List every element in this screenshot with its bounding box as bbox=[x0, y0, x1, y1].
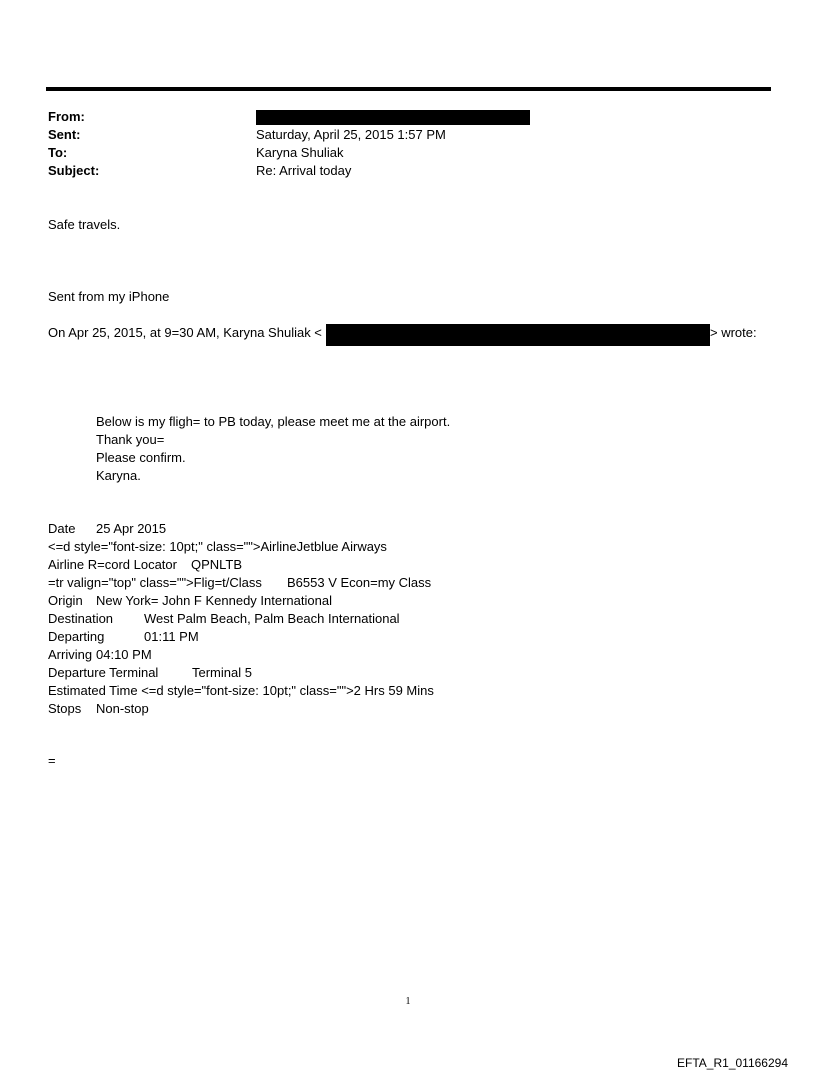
from-label: From: bbox=[48, 109, 85, 124]
quoted-line: Thank you= bbox=[96, 432, 165, 447]
page-number: 1 bbox=[405, 996, 411, 1007]
airline-row: <=d style="font-size: 10pt;" class="">AirlineJetblue Airways bbox=[48, 539, 387, 554]
arriving-value: 04:10 PM bbox=[96, 647, 152, 662]
to-value: Karyna Shuliak bbox=[256, 145, 344, 160]
sent-label: Sent: bbox=[48, 127, 81, 142]
departing-label: Departing bbox=[48, 629, 105, 644]
terminal-row bbox=[48, 664, 252, 682]
sent-value: Saturday, April 25, 2015 1:57 PM bbox=[256, 127, 446, 142]
locator-row bbox=[48, 556, 243, 574]
arriving-label: Arriving bbox=[48, 647, 93, 662]
flight-row bbox=[48, 574, 432, 592]
locator-value: QPNLTB bbox=[191, 557, 243, 572]
quote-intro-prefix: On Apr 25, 2015, at 9=30 AM, Karyna Shuliak < bbox=[48, 325, 322, 340]
flight-value: B6553 V Econ=my Class bbox=[287, 575, 432, 590]
to-label: To: bbox=[48, 145, 68, 160]
reply-text: Safe travels. bbox=[48, 217, 121, 232]
destination-label: Destination bbox=[48, 611, 114, 626]
locator-label: Airline R=cord Locator bbox=[48, 557, 177, 572]
document-id: EFTA_R1_01166294 bbox=[677, 1056, 788, 1070]
departing-row bbox=[48, 628, 199, 646]
from-redaction bbox=[256, 110, 530, 125]
departing-value: 01:11 PM bbox=[144, 629, 199, 644]
origin-value: New York= John F Kennedy International bbox=[96, 593, 332, 608]
signature: Sent from my iPhone bbox=[48, 289, 170, 304]
stops-value: Non-stop bbox=[96, 701, 149, 716]
origin-row bbox=[48, 592, 332, 610]
subject-value: Re: Arrival today bbox=[256, 163, 352, 178]
arriving-row bbox=[48, 646, 152, 664]
email-redaction bbox=[326, 324, 710, 346]
quoted-line: Please confirm. bbox=[96, 450, 186, 465]
flight-label: =tr valign="top" class="">Flig=t/Class bbox=[48, 575, 262, 590]
quoted-line: Below is my fligh= to PB today, please meet me at the airport. bbox=[96, 414, 451, 429]
subject-label: Subject: bbox=[48, 163, 100, 178]
trailing-char: = bbox=[48, 753, 56, 768]
destination-row bbox=[48, 610, 400, 628]
destination-value: West Palm Beach, Palm Beach International bbox=[144, 611, 400, 626]
terminal-value: Terminal 5 bbox=[192, 665, 252, 680]
quote-intro-suffix: > wrote: bbox=[710, 325, 757, 340]
origin-label: Origin bbox=[48, 593, 83, 608]
date-label: Date bbox=[48, 521, 76, 536]
stops-label: Stops bbox=[48, 701, 82, 716]
header-rule bbox=[46, 87, 771, 91]
estimated-row: Estimated Time <=d style="font-size: 10pt;" class="">2 Hrs 59 Mins bbox=[48, 683, 434, 698]
terminal-label: Departure Terminal bbox=[48, 665, 159, 680]
date-row bbox=[48, 520, 167, 538]
quoted-line: Karyna. bbox=[96, 468, 141, 483]
date-value: 25 Apr 2015 bbox=[96, 521, 167, 536]
stops-row bbox=[48, 700, 149, 718]
